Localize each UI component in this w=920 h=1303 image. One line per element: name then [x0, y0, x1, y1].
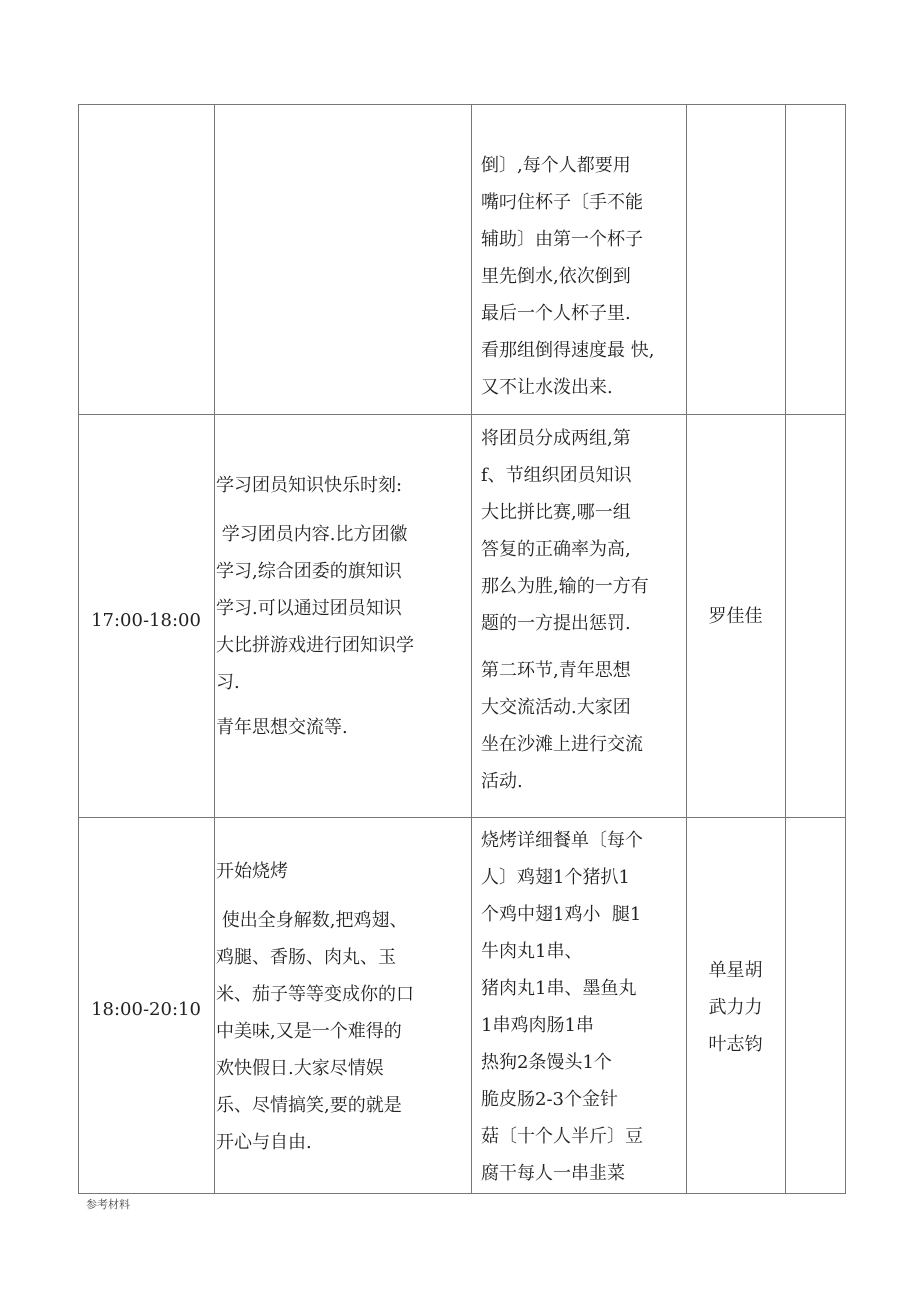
details-line: 看那组倒得速度最 快, [481, 340, 655, 361]
details-line: 又不让水泼出来. [481, 377, 613, 398]
activity-line: 鸡腿、香肠、肉丸、玉 [216, 947, 396, 968]
details-line: 辅助〕由第一个杯子 [481, 229, 643, 250]
details-line: 最后一个人杯子里. [481, 303, 631, 324]
details-line: 菇〔十个人半斤〕豆 [481, 1126, 643, 1147]
details-line: 1串鸡肉肠1串 [481, 1015, 594, 1036]
details-line: 大交流活动.大家团 [481, 697, 631, 718]
activity-line: 大比拼游戏进行团知识学 [216, 635, 414, 656]
page-footer: 参考材料 [86, 1198, 130, 1211]
activity-line: 学习团员知识快乐时刻: [216, 475, 403, 496]
activity-cell [216, 853, 466, 1161]
details-line: f、节组织团员知识 [481, 465, 632, 486]
table-divider [785, 104, 786, 1194]
activity-line: 米、茄子等等变成你的口 [216, 984, 414, 1005]
details-line: 烧烤详细餐单〔每个 [481, 830, 643, 851]
details-line: 牛肉丸1串、 [481, 941, 583, 962]
details-cell [481, 822, 686, 1192]
details-line: 里先倒水,依次倒到 [481, 266, 631, 287]
details-line: 腐干每人一串韭菜 [481, 1163, 625, 1184]
activity-line: 学习,综合团委的旗知识 [216, 561, 402, 582]
person-cell [687, 598, 784, 635]
activity-line: 青年思想交流等. [216, 717, 348, 738]
details-line: 个鸡中翅1鸡小 腿1 [481, 904, 642, 925]
table-border-left [78, 104, 79, 1194]
person-name: 叶志钧 [708, 1034, 763, 1055]
table-border-top [78, 104, 846, 105]
table-row [481, 147, 686, 406]
table-row-divider [78, 817, 846, 818]
person-cell [687, 952, 784, 1063]
details-line: 将团员分成两组,第 [481, 428, 631, 449]
details-line: 倒〕,每个人都要用 [481, 155, 631, 176]
details-line: 嘴叼住杯子〔手不能 [481, 192, 643, 213]
time-cell: 17:00-18:00 [91, 610, 201, 631]
table-row-divider [78, 414, 846, 415]
table-divider [471, 104, 472, 1194]
activity-line: 习. [216, 672, 240, 693]
activity-line: 乐、尽情搞笑,要的就是 [216, 1095, 402, 1116]
details-line: 题的一方提出惩罚. [481, 613, 631, 634]
person-name: 武力力 [708, 997, 763, 1018]
details-line: 热狗2条馒头1个 [481, 1052, 612, 1073]
activity-line: 学习团员内容.比方团徽 [216, 524, 408, 545]
details-line: 答复的正确率为高, [481, 539, 631, 560]
table-divider [214, 104, 215, 1194]
activity-line: 中美味,又是一个难得的 [216, 1021, 402, 1042]
details-line: 猪肉丸1串、墨鱼丸 [481, 978, 637, 999]
details-line: 那么为胜,输的一方有 [481, 576, 649, 597]
activity-line: 开心与自由. [216, 1132, 312, 1153]
schedule-table [78, 104, 846, 1194]
activity-line: 使出全身解数,把鸡翅、 [216, 910, 408, 931]
activity-line: 欢快假日.大家尽情娱 [216, 1058, 384, 1079]
person-name: 罗佳佳 [708, 606, 763, 627]
activity-line: 学习.可以通过团员知识 [216, 598, 402, 619]
table-border-right [845, 104, 846, 1194]
activity-line: 开始烧烤 [216, 861, 288, 882]
details-line: 人〕鸡翅1个猪扒1 [481, 867, 630, 888]
details-line: 脆皮肠2-3个金针 [481, 1089, 618, 1110]
details-line: 大比拼比赛,哪一组 [481, 502, 631, 523]
details-line: 第二环节,青年思想 [481, 660, 631, 681]
activity-cell [216, 467, 466, 746]
person-name: 单星胡 [708, 960, 763, 981]
details-cell [481, 420, 686, 800]
details-line: 活动. [481, 771, 523, 792]
time-cell: 18:00-20:10 [91, 999, 201, 1020]
table-border-bottom [78, 1193, 846, 1194]
details-line: 坐在沙滩上进行交流 [481, 734, 643, 755]
